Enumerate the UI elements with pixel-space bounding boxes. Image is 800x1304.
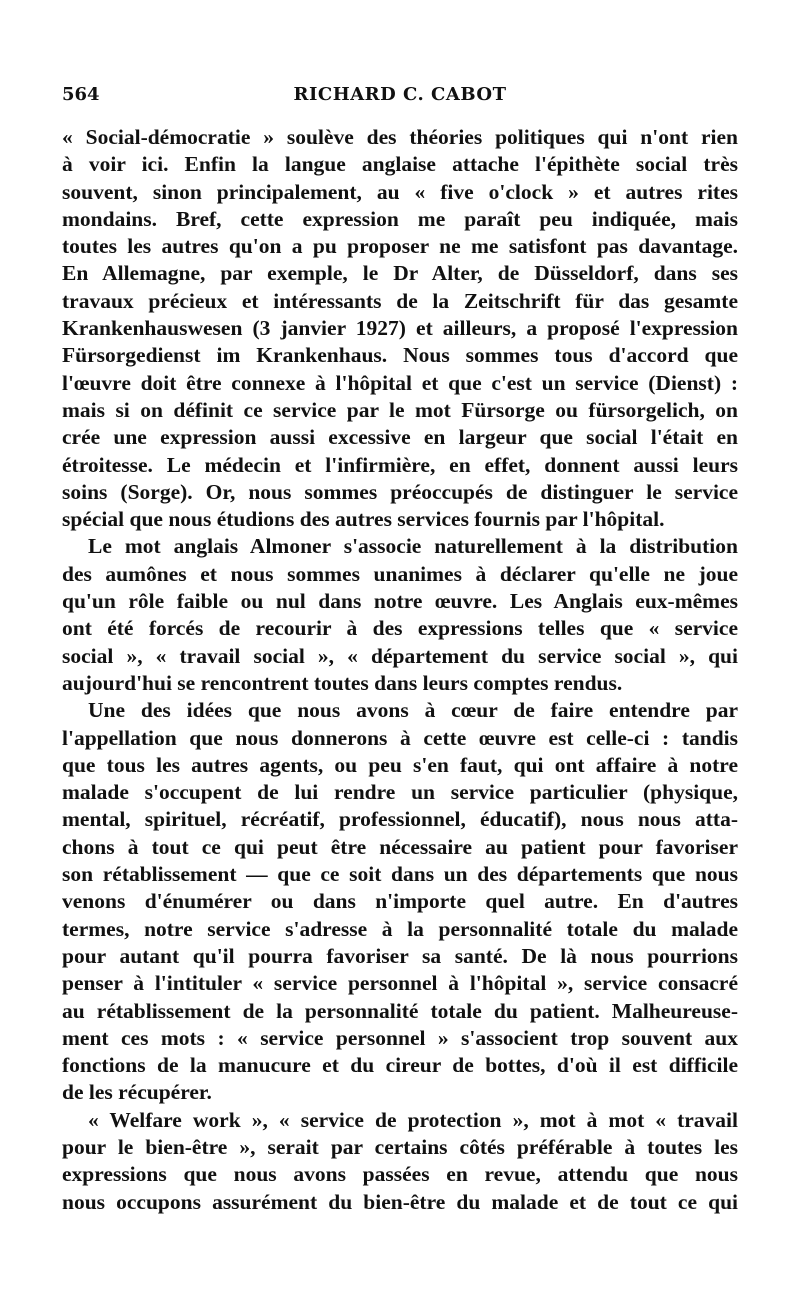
text-line: soins (Sorge). Or, nous sommes préoccupés de distinguer le service xyxy=(62,479,738,504)
page-number: 564 xyxy=(62,84,100,105)
text-line: de les récupérer. xyxy=(62,1080,212,1105)
text-line: mondains. Bref, cette expression me paraît peu indiquée, mais xyxy=(62,206,738,231)
text-line: au rétablissement de la personnalité totale du patient. Malheureuse- xyxy=(62,998,738,1023)
text-line: toutes les autres qu'on a pu proposer ne me satisfont pas davantage. xyxy=(62,234,738,259)
text-line: l'œuvre doit être connexe à l'hôpital et que c'est un service (Dienst) : xyxy=(62,370,738,395)
text-line: venons d'énumérer ou dans n'importe quel autre. En d'autres xyxy=(62,889,738,914)
text-line: termes, notre service s'adresse à la personnalité totale du malade xyxy=(62,916,738,941)
page-header xyxy=(62,84,738,110)
text-line: que tous les autres agents, ou peu s'en faut, qui ont affaire à notre xyxy=(62,752,738,777)
text-line: crée une expression aussi excessive en largeur que social l'était en xyxy=(62,425,738,450)
text-line: à voir ici. Enfin la langue anglaise attache l'épithète social très xyxy=(62,152,738,177)
text-line: spécial que nous étudions des autres services fournis par l'hôpital. xyxy=(62,507,665,532)
text-line: Une des idées que nous avons à cœur de faire entendre par xyxy=(88,698,738,723)
text-line: mais si on définit ce service par le mot Fürsorge ou fürsorgelich, on xyxy=(62,397,738,422)
text-line: « Social-démocratie » soulève des théories politiques qui n'ont rien xyxy=(62,125,738,149)
text-line: souvent, sinon principalement, au « five o'clock » et autres rites xyxy=(62,179,738,204)
text-line: social », « travail social », « département du service social », qui xyxy=(62,643,738,668)
paragraph xyxy=(62,124,738,533)
text-line: pour le bien-être », serait par certains côtés préférable à toutes les xyxy=(62,1134,738,1159)
text-line: Fürsorgedienst im Krankenhaus. Nous sommes tous d'accord que xyxy=(62,343,738,368)
text-line: Le mot anglais Almoner s'associe naturellement à la distribution xyxy=(88,534,738,559)
running-head: RICHARD C. CABOT xyxy=(293,84,507,105)
text-line: son rétablissement — que ce soit dans un des départements que nous xyxy=(62,862,738,887)
text-line: expressions que nous avons passées en revue, attendu que nous xyxy=(62,1162,738,1187)
paragraph xyxy=(62,1107,738,1216)
text-line: mental, spirituel, récréatif, professionnel, éducatif), nous nous atta- xyxy=(62,807,738,832)
body-text xyxy=(62,124,738,1216)
text-line: ment ces mots : « service personnel » s'associent trop souvent aux xyxy=(62,1025,738,1050)
text-line: qu'un rôle faible ou nul dans notre œuvre. Les Anglais eux-mêmes xyxy=(62,589,738,614)
text-line: travaux précieux et intéressants de la Zeitschrift für das gesamte xyxy=(62,288,738,313)
text-line: étroitesse. Le médecin et l'infirmière, en effet, donnent aussi leurs xyxy=(62,452,738,477)
paragraph xyxy=(62,697,738,1106)
text-line: l'appellation que nous donnerons à cette œuvre est celle-ci : tandis xyxy=(62,725,738,750)
text-line: nous occupons assurément du bien-être du malade et de tout ce qui xyxy=(62,1189,738,1214)
text-line: chons à tout ce qui peut être nécessaire au patient pour favoriser xyxy=(62,834,738,859)
text-line: « Welfare work », « service de protection », mot à mot « travail xyxy=(88,1107,738,1132)
text-line: ont été forcés de recourir à des expressions telles que « service xyxy=(62,616,738,641)
text-line: pour autant qu'il pourra favoriser sa santé. De là nous pourrions xyxy=(62,943,738,968)
text-line: penser à l'intituler « service personnel à l'hôpital », service consacré xyxy=(62,971,738,996)
text-line: fonctions de la manucure et du cireur de bottes, d'où il est difficile xyxy=(62,1053,738,1078)
text-line: En Allemagne, par exemple, le Dr Alter, de Düsseldorf, dans ses xyxy=(62,261,738,286)
text-line: Krankenhauswesen (3 janvier 1927) et ailleurs, a proposé l'expression xyxy=(62,316,738,341)
text-line: des aumônes et nous sommes unanimes à déclarer qu'elle ne joue xyxy=(62,561,738,586)
text-line: aujourd'hui se rencontrent toutes dans leurs comptes rendus. xyxy=(62,670,623,695)
text-line: malade s'occupent de lui rendre un service particulier (physique, xyxy=(62,780,738,805)
paragraph xyxy=(62,533,738,697)
